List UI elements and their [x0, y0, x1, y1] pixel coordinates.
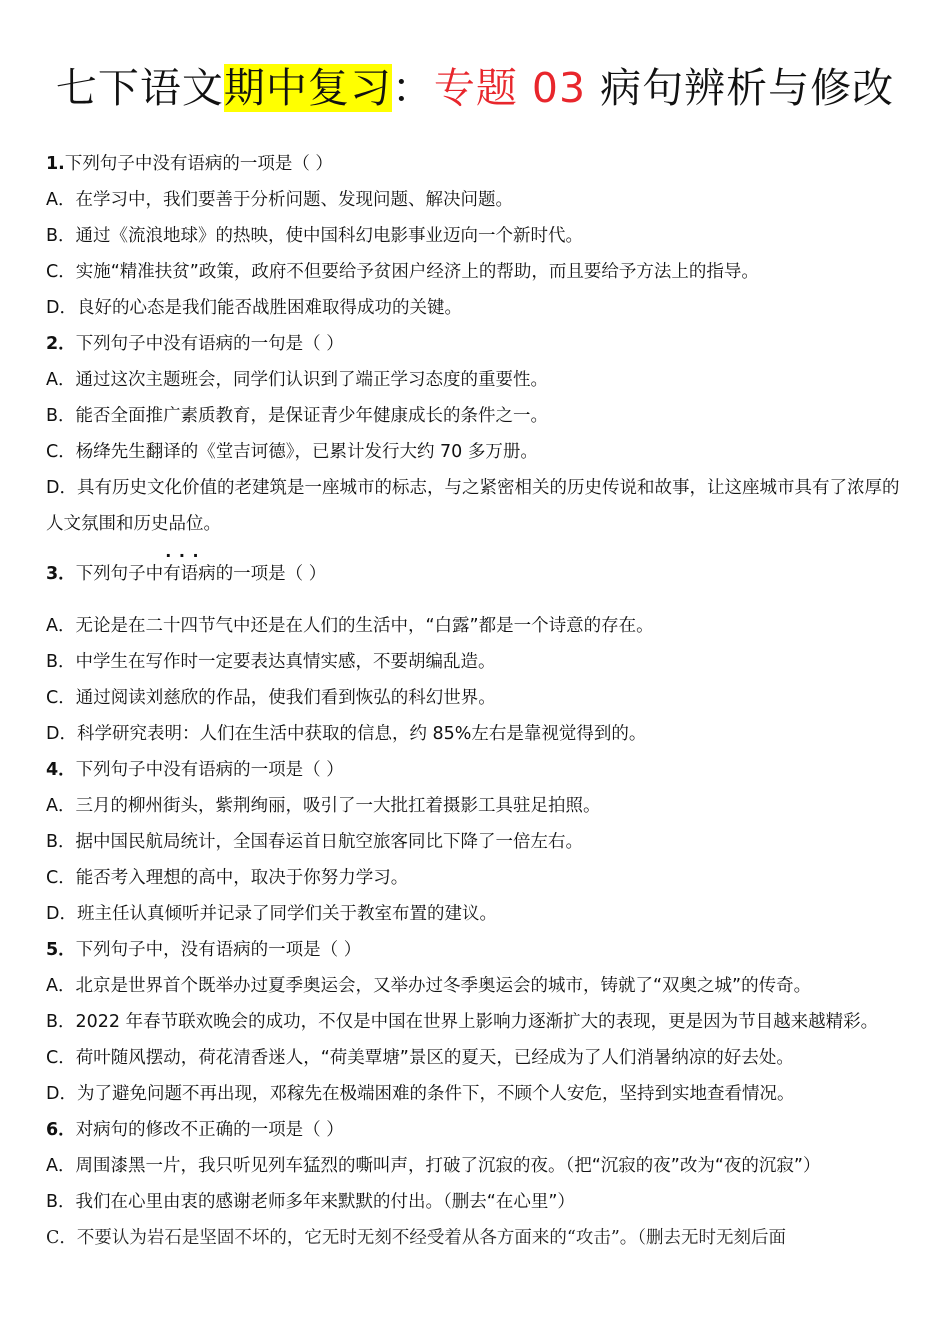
question-6-stem: 6．对病句的修改不正确的一项是（ ）: [46, 1120, 344, 1140]
question-4-option-c: C．能否考入理想的高中，取决于你努力学习。: [46, 868, 409, 888]
title-part-1: 七下语文: [55, 64, 224, 112]
question-6-option-c: C．不要认为岩石是坚固不坏的，它无时无刻不经受着从各方面来的“攻击”。（删去无时无刻后面: [46, 1228, 787, 1248]
question-6-option-b: B．我们在心里由衷的感谢老师多年来默默的付出。（删去“在心里”）: [46, 1192, 575, 1212]
question-4-option-d: D．班主任认真倾听并记录了同学们关于教室布置的建议。: [46, 904, 497, 924]
question-1-option-b: B．通过《流浪地球》的热映，使中国科幻电影事业迈向一个新时代。: [46, 226, 584, 246]
question-3-option-a: A．无论是在二十四节气中还是在人们的生活中，“白露”都是一个诗意的存在。: [46, 616, 654, 636]
title-colon: ：: [391, 64, 434, 112]
question-list: [46, 146, 912, 1256]
title-highlight: 期中复习: [223, 64, 392, 112]
question-3-option-b: B．中学生在写作时一定要表达真情实感，不要胡编乱造。: [46, 652, 496, 672]
question-2-stem: 2．下列句子中没有语病的一句是（ ）: [46, 334, 344, 354]
question-4-stem: 4．下列句子中没有语病的一项是（ ）: [46, 760, 344, 780]
question-5-option-b: B．2022 年春节联欢晚会的成功，不仅是中国在世界上影响力逐渐扩大的表现，更是因为节目越来越精彩。: [46, 1012, 879, 1032]
title-topic-number: 专题 03: [433, 64, 587, 112]
question-3-option-c: C．通过阅读刘慈欣的作品，使我们看到恢弘的科幻世界。: [46, 688, 496, 708]
question-1-option-c: C．实施“精准扶贫”政策，政府不但要给予贫困户经济上的帮助，而且要给予方法上的指导。: [46, 262, 759, 282]
emphasis-dots: · · · 有语病: [163, 556, 216, 592]
question-6-option-a: A．周围漆黑一片，我只听见列车猛烈的嘶叫声，打破了沉寂的夜。（把“沉寂的夜”改为“夜的沉寂”）: [46, 1156, 821, 1176]
question-2-option-d: D．具有历史文化价值的老建筑是一座城市的标志，与之紧密相关的历史传说和故事，让这座城市具有了浓厚的人文氛围和历史品位。: [46, 478, 900, 534]
question-5-stem: 5．下列句子中，没有语病的一项是（ ）: [46, 940, 362, 960]
question-4-option-a: A．三月的柳州街头，紫荆绚丽，吸引了一大批扛着摄影工具驻足拍照。: [46, 796, 601, 816]
question-2-option-b: B．能否全面推广素质教育，是保证青少年健康成长的条件之一。: [46, 406, 549, 426]
question-3-option-d: D．科学研究表明：人们在生活中获取的信息，约 85%左右是靠视觉得到的。: [46, 724, 647, 744]
title-topic-name: 病句辨析与修改: [586, 64, 895, 112]
page-title: [0, 58, 950, 118]
question-2-option-c: C．杨绛先生翻译的《堂吉诃德》，已累计发行大约 70 多万册。: [46, 442, 538, 462]
question-1-option-d: D．良好的心态是我们能否战胜困难取得成功的关键。: [46, 298, 462, 318]
question-5-option-d: D．为了避免问题不再出现，邓稼先在极端困难的条件下，不顾个人安危，坚持到实地查看情况。: [46, 1084, 795, 1104]
question-1-option-a: A．在学习中，我们要善于分析问题、发现问题、解决问题。: [46, 190, 513, 210]
question-3-stem: 3．下列句子中· · · 有语病的一项是（ ）: [46, 556, 912, 608]
question-1-stem: 1.下列句子中没有语病的一项是（ ）: [46, 154, 333, 174]
question-2-option-a: A．通过这次主题班会，同学们认识到了端正学习态度的重要性。: [46, 370, 548, 390]
question-5-option-a: A．北京是世界首个既举办过夏季奥运会，又举办过冬季奥运会的城市，铸就了“双奥之城”的传奇。: [46, 976, 812, 996]
question-5-option-c: C．荷叶随风摆动，荷花清香迷人，“荷美覃塘”景区的夏天，已经成为了人们消暑纳凉的好去处。: [46, 1048, 794, 1068]
question-4-option-b: B．据中国民航局统计，全国春运首日航空旅客同比下降了一倍左右。: [46, 832, 584, 852]
